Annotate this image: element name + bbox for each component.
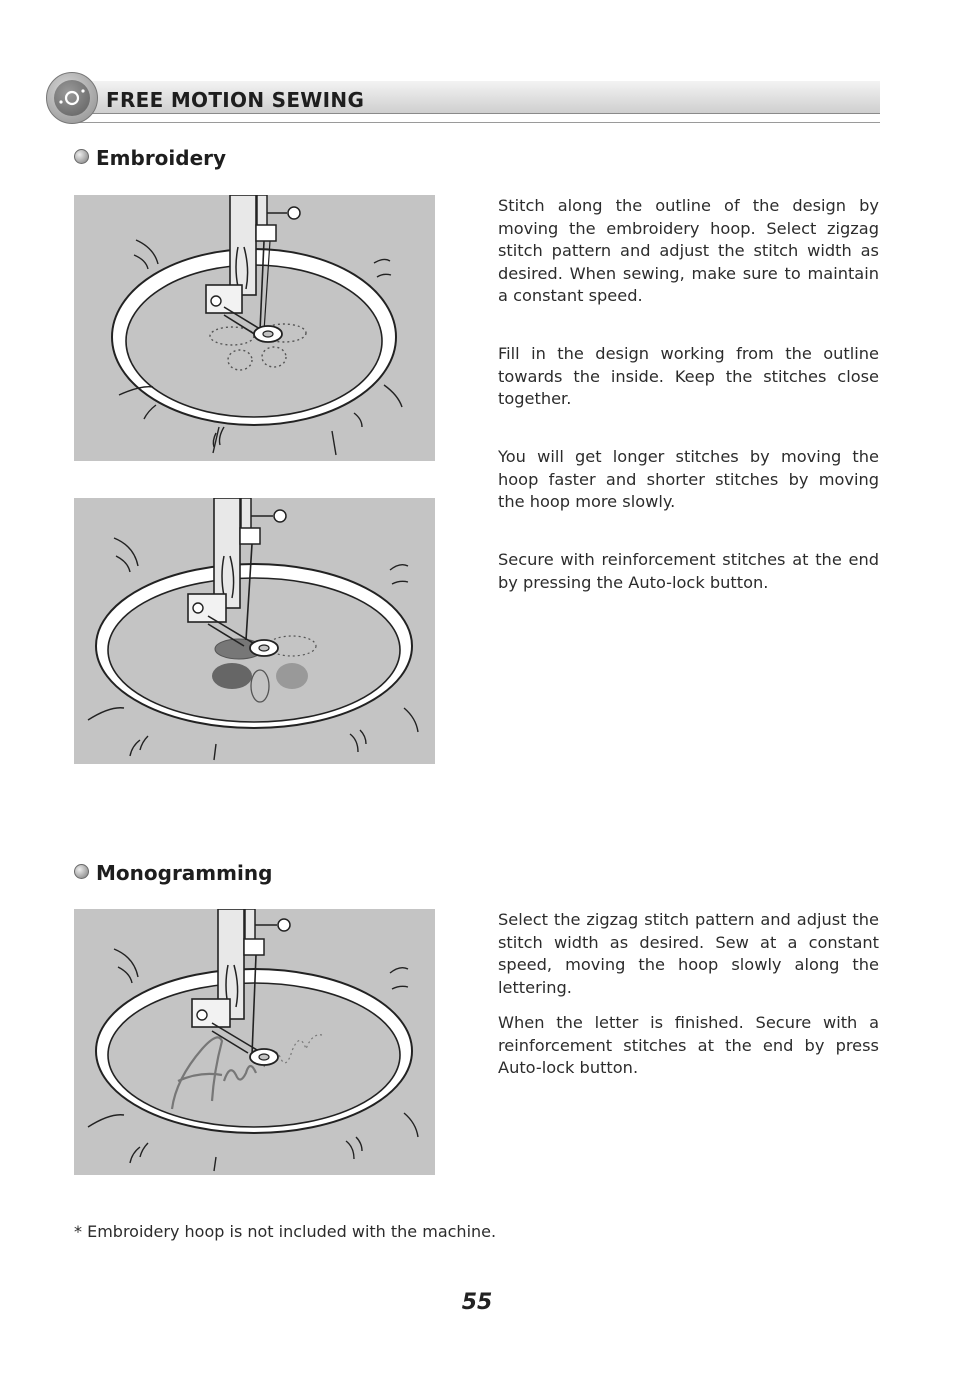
bullet-icon bbox=[74, 149, 89, 164]
embroidery-heading bbox=[74, 146, 226, 170]
monogramming-paragraph-2: When the letter is finished. Secure with a reinforcement stitches at the end by press Auto-lock button. bbox=[498, 1013, 879, 1077]
embroidery-paragraph-3: You will get longer stitches by moving the hoop faster and shorter stitches by moving the hoop more slowly. bbox=[498, 447, 879, 511]
page-number: 55 bbox=[461, 1290, 493, 1315]
bullet-icon bbox=[74, 864, 89, 879]
monogramming-heading bbox=[74, 861, 272, 885]
embroidery-heading-text: Embroidery bbox=[96, 146, 227, 170]
embroidery-outline-illustration bbox=[74, 195, 435, 461]
footnote: * Embroidery hoop is not included with the machine. bbox=[74, 1222, 497, 1241]
monogramming-heading-text: Monogramming bbox=[96, 861, 273, 885]
embroidery-paragraph-1: Stitch along the outline of the design by moving the embroidery hoop. Select zigzag stitch pattern and adjust the stitch width as desired. When sewing, make sure to maintain a constant speed. bbox=[498, 196, 879, 305]
embroidery-fill-illustration bbox=[74, 498, 435, 764]
section-header bbox=[46, 72, 880, 124]
header-divider bbox=[72, 122, 880, 123]
monogramming-illustration bbox=[74, 909, 435, 1175]
embroidery-paragraph-4: Secure with reinforcement stitches at the end by pressing the Auto-lock button. bbox=[498, 550, 879, 592]
monogramming-paragraph-1: Select the zigzag stitch pattern and adjust the stitch width as desired. Sew at a constant speed, moving the hoop slowly along the lettering. bbox=[498, 910, 879, 997]
embroidery-paragraph-2: Fill in the design working from the outline towards the inside. Keep the stitches close together. bbox=[498, 344, 879, 408]
header-badge-icon bbox=[46, 72, 98, 124]
page-title: FREE MOTION SEWING bbox=[106, 88, 365, 112]
